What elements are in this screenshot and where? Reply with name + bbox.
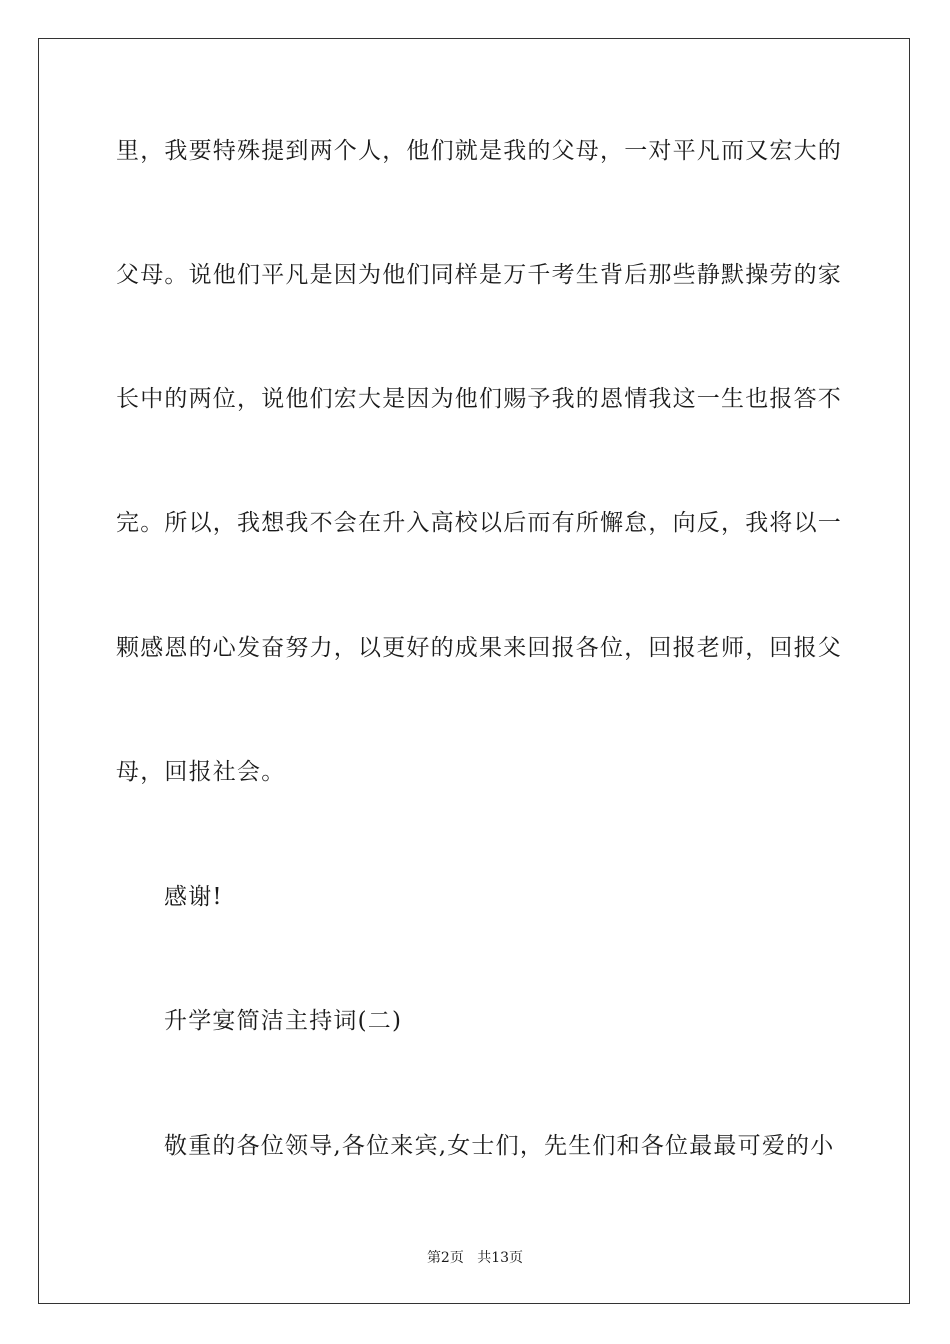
body-line-5: 颗感恩的心发奋努力，以更好的成果来回报各位，回报老师，回报父 xyxy=(116,635,842,661)
page-border xyxy=(38,38,910,1304)
page-footer xyxy=(0,1247,950,1267)
body-line-2: 父母。说他们平凡是因为他们同样是万千考生背后那些静默操劳的家 xyxy=(116,262,842,288)
body-line-1: 里，我要特殊提到两个人，他们就是我的父母，一对平凡而又宏大的 xyxy=(116,138,842,164)
page-number: 第2页 xyxy=(426,1250,464,1266)
body-line-6: 母，回报社会。 xyxy=(116,759,286,785)
section-title: 升学宴简洁主持词(二) xyxy=(164,1008,403,1034)
thanks-text: 感谢! xyxy=(164,884,223,910)
body-line-3: 长中的两位，说他们宏大是因为他们赐予我的恩情我这一生也报答不 xyxy=(116,386,842,412)
next-paragraph-line: 敬重的各位领导,各位来宾,女士们，先生们和各位最最可爱的小 xyxy=(164,1133,835,1159)
body-line-4: 完。所以，我想我不会在升入高校以后而有所懈怠，向反，我将以一 xyxy=(116,510,842,536)
page-total: 共13页 xyxy=(477,1250,524,1266)
